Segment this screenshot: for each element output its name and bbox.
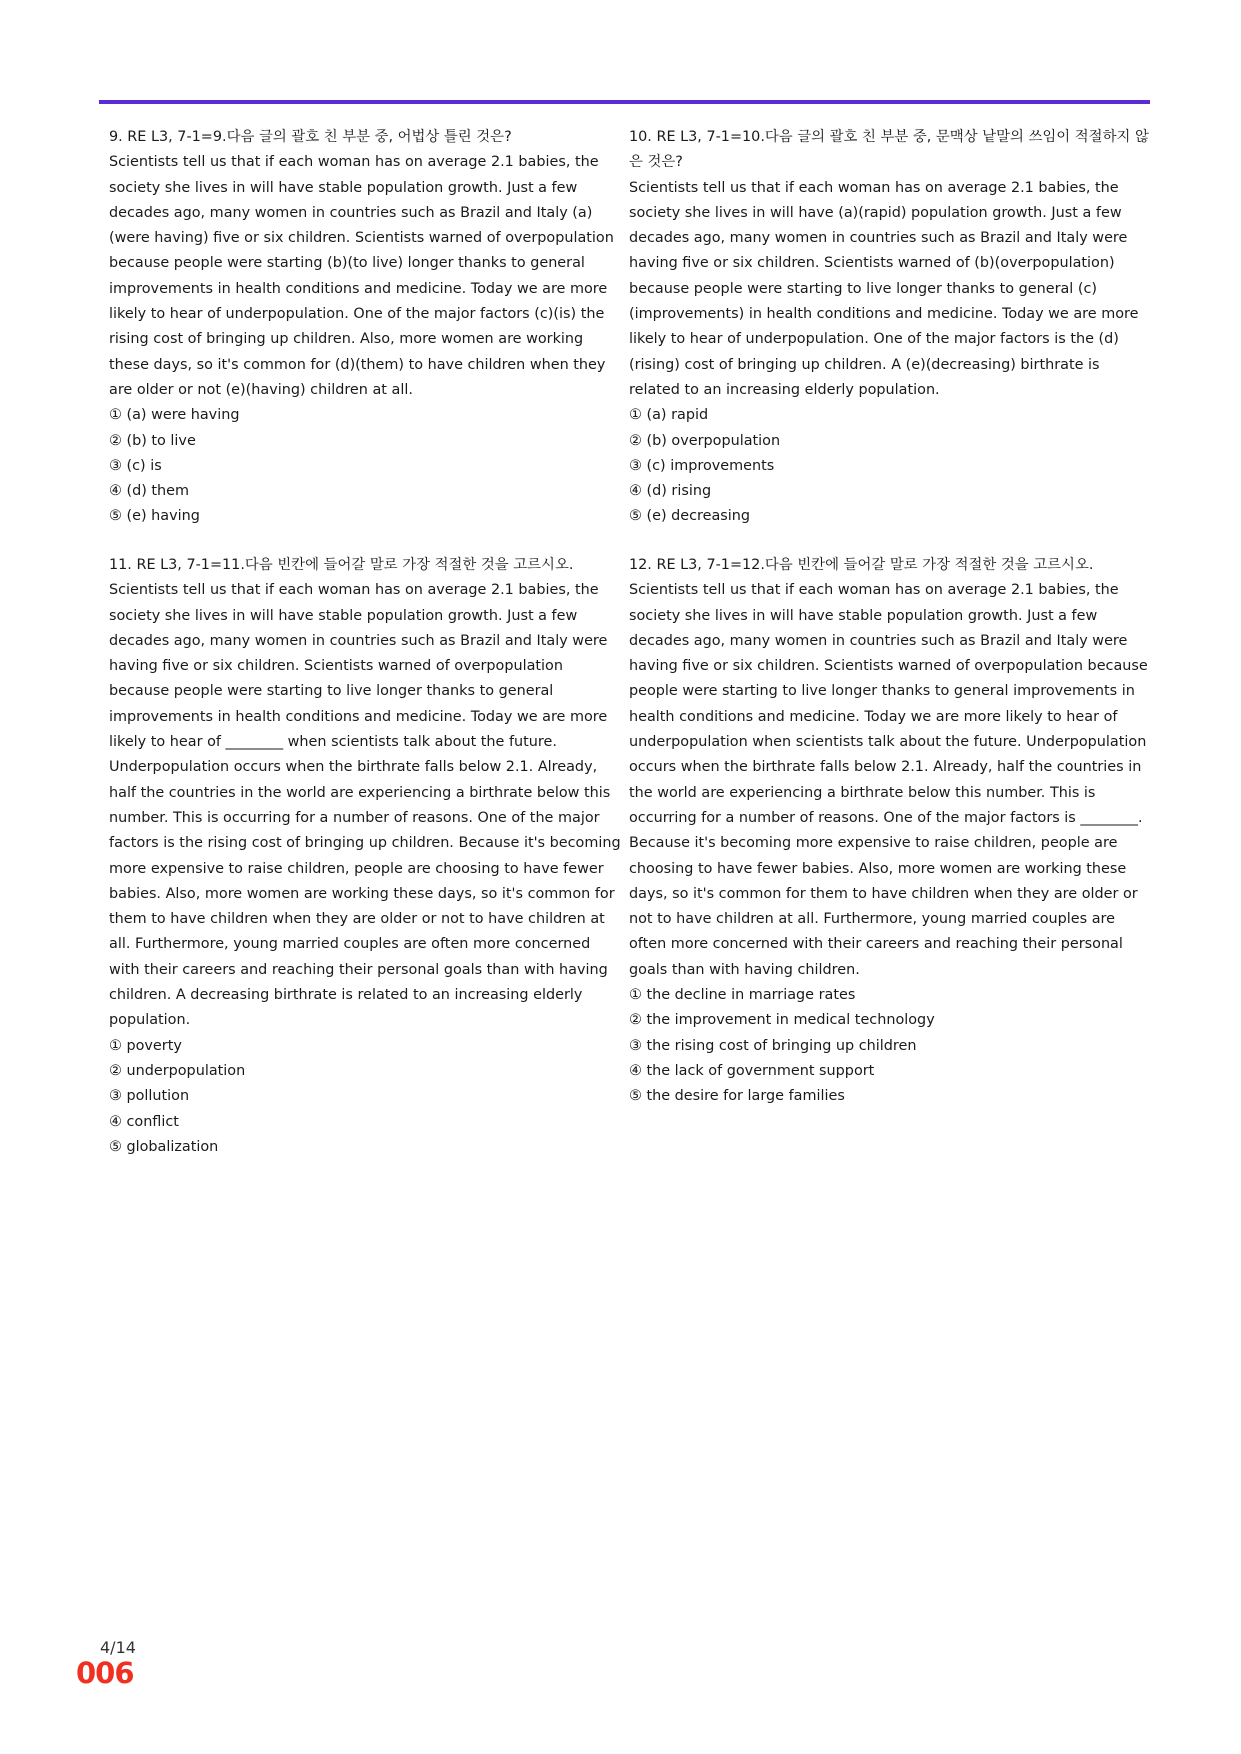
choice-3[interactable]: ③ (c) is [109, 457, 162, 474]
choice-list [629, 983, 1149, 1109]
choice-5[interactable]: ⑤ (e) having [109, 508, 200, 525]
question-9 [109, 125, 621, 530]
choice-2[interactable]: ② (b) overpopulation [629, 432, 781, 449]
choice-1[interactable]: ① poverty [109, 1037, 182, 1054]
question-passage: Scientists tell us that if each woman has on average 2.1 babies, the society she lives in will have stable population growth. Just a few decades ago, many women in countries such as Brazil and Italy were having five or six children. Scientists warned of overpopulation because people were starting to live longer thanks to general improvements in health conditions and medicine. Today we are more likely to hear of ________ when scientists talk about the future. Underpopulation occurs when the birthrate falls below 2.1. Already, half the countries in the world are experiencing a birthrate below this number. This is occurring for a number of reasons. One of the major factors is the rising cost of bringing up children. Because it's becoming more expensive to raise children, people are choosing to have fewer babies. Also, more women are working these days, so it's common for them to have children when they are older or not to have children at all. Furthermore, young married couples are often more concerned with their careers and reaching their personal goals than with having children. A decreasing birthrate is related to an increasing elderly population. [109, 582, 621, 1029]
question-title: 10. RE L3, 7-1=10.다음 글의 괄호 친 부분 중, 문맥상 낱말의 쓰임이 적절하지 않은 것은? [629, 129, 1149, 171]
question-passage: Scientists tell us that if each woman has on average 2.1 babies, the society she lives in will have stable population growth. Just a few decades ago, many women in countries such as Brazil and Italy were having five or six children. Scientists warned of overpopulation because people were starting to live longer thanks to general improvements in health conditions and medicine. Today we are more likely to hear of underpopulation when scientists talk about the future. Underpopulation occurs when the birthrate falls below 2.1. Already, half the countries in the world are experiencing a birthrate below this number. This is occurring for a number of reasons. One of the major factors is ________. Because it's becoming more expensive to raise children, people are choosing to have fewer babies. Also, more women are working these days, so it's common for them to have children when they are older or not to have children at all. Furthermore, young married couples are often more concerned with their careers and reaching their personal goals than with having children. [629, 582, 1148, 978]
choice-5[interactable]: ⑤ globalization [109, 1138, 219, 1155]
choice-4[interactable]: ④ the lack of government support [629, 1062, 875, 1079]
choice-1[interactable]: ① (a) rapid [629, 407, 709, 424]
choice-4[interactable]: ④ (d) them [109, 483, 190, 500]
choice-4[interactable]: ④ conflict [109, 1113, 179, 1130]
question-11 [109, 553, 621, 1160]
choice-1[interactable]: ① (a) were having [109, 407, 240, 424]
page-number: 4/14 [100, 1638, 136, 1657]
choice-4[interactable]: ④ (d) rising [629, 483, 712, 500]
question-passage: Scientists tell us that if each woman has on average 2.1 babies, the society she lives in will have stable population growth. Just a few decades ago, many women in countries such as Brazil and Italy (a)(were having) five or six children. Scientists warned of overpopulation because people were starting (b)(to live) longer thanks to general improvements in health conditions and medicine. Today we are more likely to hear of underpopulation. One of the major factors (c)(is) the rising cost of bringing up children. Also, more women are working these days, so it's common for (d)(them) to have children when they are older or not (e)(having) children at all. [109, 154, 614, 398]
question-title: 11. RE L3, 7-1=11.다음 빈칸에 들어갈 말로 가장 적절한 것을 고르시오. [109, 557, 574, 573]
header-rule [99, 100, 1150, 104]
page-code: 006 [76, 1656, 134, 1690]
choice-2[interactable]: ② (b) to live [109, 432, 196, 449]
choice-list [629, 403, 1149, 529]
question-10 [629, 125, 1149, 530]
choice-3[interactable]: ③ (c) improvements [629, 457, 775, 474]
choice-list [109, 403, 621, 529]
question-title: 12. RE L3, 7-1=12.다음 빈칸에 들어갈 말로 가장 적절한 것을 고르시오. [629, 557, 1094, 573]
question-title: 9. RE L3, 7-1=9.다음 글의 괄호 친 부분 중, 어법상 틀린 것은? [109, 129, 512, 145]
choice-list [109, 1034, 621, 1160]
question-12 [629, 553, 1149, 1110]
choice-5[interactable]: ⑤ (e) decreasing [629, 508, 751, 525]
choice-1[interactable]: ① the decline in marriage rates [629, 987, 856, 1004]
choice-2[interactable]: ② the improvement in medical technology [629, 1012, 935, 1029]
choice-3[interactable]: ③ the rising cost of bringing up children [629, 1037, 917, 1054]
choice-5[interactable]: ⑤ the desire for large families [629, 1088, 845, 1105]
choice-3[interactable]: ③ pollution [109, 1088, 190, 1105]
question-passage: Scientists tell us that if each woman has on average 2.1 babies, the society she lives in will have (a)(rapid) population growth. Just a few decades ago, many women in countries such as Brazil and Italy were having five or six children. Scientists warned of (b)(overpopulation) because people were starting to live longer thanks to general (c)(improvements) in health conditions and medicine. Today we are more likely to hear of underpopulation. One of the major factors is the (d)(rising) cost of bringing up children. A (e)(decreasing) birthrate is related to an increasing elderly population. [629, 179, 1139, 398]
choice-2[interactable]: ② underpopulation [109, 1062, 246, 1079]
